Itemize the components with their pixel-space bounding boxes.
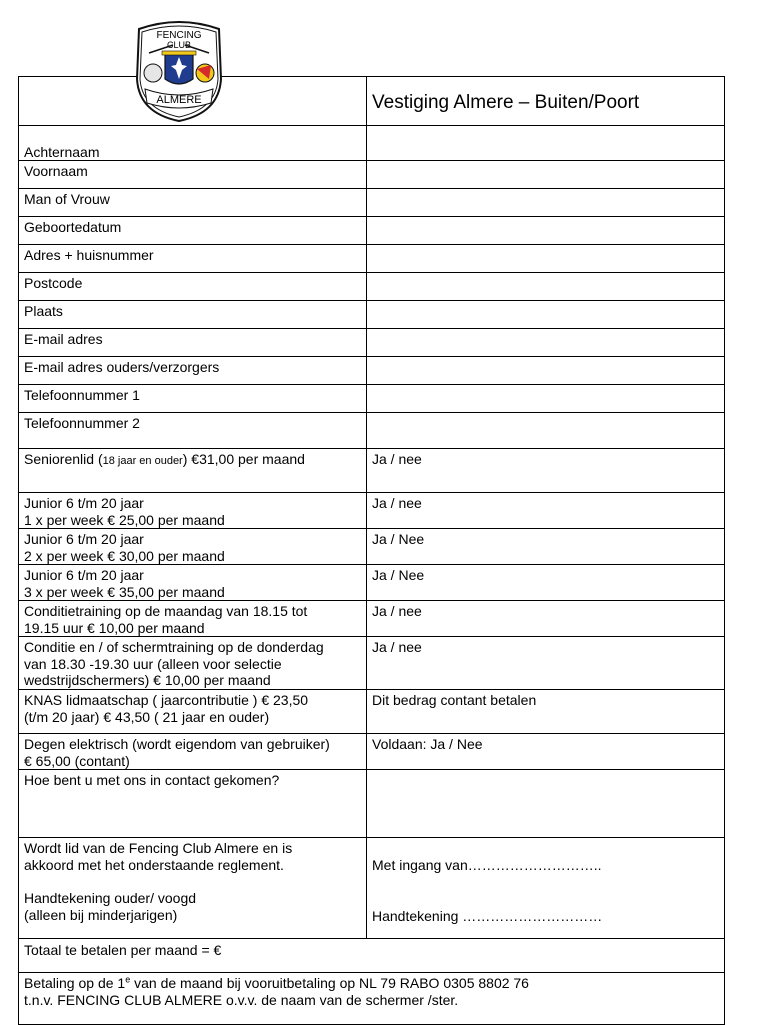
field-input[interactable]	[367, 189, 725, 217]
agreement-line-2: akkoord met het onderstaande reglement.	[24, 856, 284, 873]
contact-row	[19, 770, 725, 838]
payment-info	[19, 973, 725, 1025]
membership-choice[interactable]: Ja / nee	[367, 637, 725, 690]
agreement-text	[19, 838, 367, 939]
membership-row	[19, 601, 725, 637]
membership-line: Junior 6 t/m 20 jaar	[24, 567, 144, 583]
membership-line: Conditie en / of schermtraining op de donderdag	[24, 639, 324, 655]
form-field-row	[19, 357, 725, 385]
field-input[interactable]	[367, 385, 725, 413]
membership-line: KNAS lidmaatschap ( jaarcontributie ) € 23,50	[24, 692, 309, 708]
field-label: E-mail adres ouders/verzorgers	[19, 357, 367, 385]
contact-question: Hoe bent u met ons in contact gekomen?	[19, 770, 367, 838]
field-label: Voornaam	[19, 161, 367, 189]
form-field-row	[19, 126, 725, 161]
membership-line: Degen elektrisch (wordt eigendom van gebruiker)	[24, 736, 330, 752]
field-label: Plaats	[19, 301, 367, 329]
membership-choice[interactable]: Ja / nee	[367, 601, 725, 637]
form-field-row	[19, 329, 725, 357]
agreement-row	[19, 838, 725, 939]
membership-row	[19, 734, 725, 770]
form-field-row	[19, 189, 725, 217]
membership-row	[19, 690, 725, 734]
membership-line: van 18.30 -19.30 uur (alleen voor selectie	[24, 655, 282, 672]
membership-line: 19.15 uur € 10,00 per maand	[24, 619, 205, 636]
field-label: Postcode	[19, 273, 367, 301]
membership-line: 1 x per week € 25,00 per maand	[24, 511, 225, 528]
membership-line: wedstrijdschermers) € 10,00 per maand	[24, 672, 271, 688]
membership-label	[19, 529, 367, 565]
form-field-row	[19, 161, 725, 189]
field-input[interactable]	[367, 329, 725, 357]
membership-row	[19, 565, 725, 601]
form-field-row	[19, 413, 725, 449]
senior-label: Seniorenlid (18 jaar en ouder) €31,00 per maand	[19, 449, 367, 493]
membership-line: 3 x per week € 35,00 per maand	[24, 583, 225, 600]
field-input[interactable]	[367, 357, 725, 385]
membership-label	[19, 565, 367, 601]
membership-row	[19, 529, 725, 565]
header-title-cell	[367, 77, 725, 126]
page-title: Vestiging Almere – Buiten/Poort	[372, 92, 640, 113]
field-input[interactable]	[367, 301, 725, 329]
membership-line: Junior 6 t/m 20 jaar	[24, 531, 144, 547]
total-amount: Totaal te betalen per maand = €	[19, 939, 725, 973]
membership-line: 2 x per week € 30,00 per maand	[24, 547, 225, 564]
membership-row	[19, 637, 725, 690]
field-label: Telefoonnummer 1	[19, 385, 367, 413]
guardian-note: (alleen bij minderjarigen)	[24, 906, 178, 923]
membership-row	[19, 493, 725, 529]
senior-row	[19, 449, 725, 493]
payment-line-2: t.n.v. FENCING CLUB ALMERE o.v.v. de naam van de schermer /ster.	[24, 991, 459, 1008]
field-label: Man of Vrouw	[19, 189, 367, 217]
membership-line: Conditietraining op de maandag van 18.15 tot	[24, 603, 308, 619]
membership-line: (t/m 20 jaar) € 43,50 ( 21 jaar en ouder)	[24, 708, 270, 725]
form-field-row	[19, 273, 725, 301]
field-input[interactable]	[367, 217, 725, 245]
header-row	[19, 77, 725, 126]
field-input[interactable]	[367, 161, 725, 189]
contact-answer-field[interactable]	[367, 770, 725, 838]
payment-row	[19, 973, 725, 1025]
agreement-line-1: Wordt lid van de Fencing Club Almere en is	[24, 840, 293, 856]
total-row	[19, 939, 725, 973]
field-label: Adres + huisnummer	[19, 245, 367, 273]
logo-bottom-text: ALMERE	[156, 94, 202, 106]
form-field-row	[19, 217, 725, 245]
membership-line: Junior 6 t/m 20 jaar	[24, 495, 144, 511]
membership-label	[19, 601, 367, 637]
logo-top-text: FENCING	[156, 30, 202, 41]
guardian-signature-label: Handtekening ouder/ voogd	[24, 890, 197, 906]
logo-mid-text: CLUB	[166, 40, 192, 50]
fencing-club-logo	[131, 21, 227, 123]
payment-line-1: Betaling op de 1e van de maand bij vooruitbetaling op NL 79 RABO 0305 8802 76	[24, 974, 529, 991]
form-field-row	[19, 301, 725, 329]
membership-choice[interactable]: Ja / Nee	[367, 529, 725, 565]
senior-choice[interactable]: Ja / nee	[367, 449, 725, 493]
membership-choice[interactable]: Ja / Nee	[367, 565, 725, 601]
membership-choice[interactable]: Voldaan: Ja / Nee	[367, 734, 725, 770]
membership-label	[19, 493, 367, 529]
membership-line: € 65,00 (contant)	[24, 752, 130, 769]
signature-field[interactable]: Handtekening …………………………	[372, 907, 603, 924]
membership-choice[interactable]: Ja / nee	[367, 493, 725, 529]
agreement-fields	[367, 838, 725, 939]
field-label: Geboortedatum	[19, 217, 367, 245]
form-field-row	[19, 385, 725, 413]
registration-form	[18, 76, 725, 1025]
field-label: Achternaam	[19, 126, 367, 161]
start-date-field[interactable]: Met ingang van………………………..	[372, 857, 602, 873]
field-label: Telefoonnummer 2	[19, 413, 367, 449]
membership-label	[19, 734, 367, 770]
field-input[interactable]	[367, 245, 725, 273]
field-label: E-mail adres	[19, 329, 367, 357]
field-input[interactable]	[367, 273, 725, 301]
membership-label	[19, 637, 367, 690]
form-field-row	[19, 245, 725, 273]
membership-choice[interactable]: Dit bedrag contant betalen	[367, 690, 725, 734]
field-input[interactable]	[367, 126, 725, 161]
membership-label	[19, 690, 367, 734]
field-input[interactable]	[367, 413, 725, 449]
left-knight-icon	[144, 64, 162, 82]
